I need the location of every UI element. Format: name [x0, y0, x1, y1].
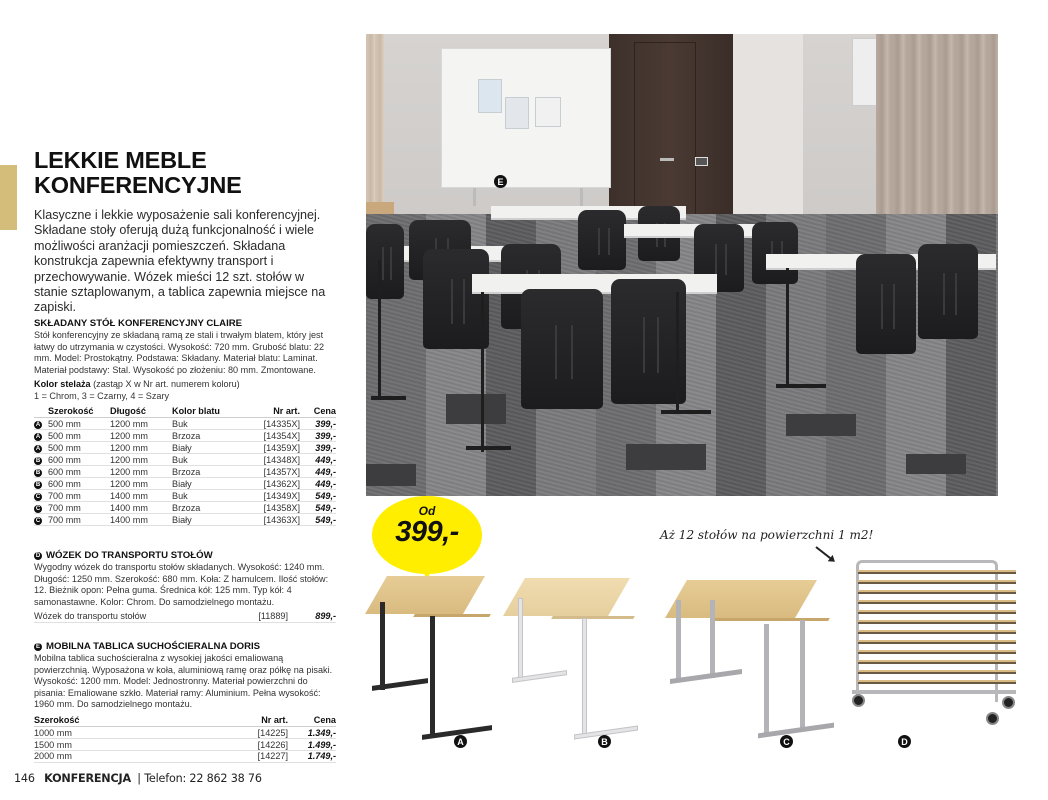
conference-room-photo	[366, 34, 998, 496]
cart-title: D WÓZEK DO TRANSPORTU STOŁÓW	[35, 550, 213, 561]
badge-a-icon: A	[35, 446, 41, 453]
product-cart-d	[852, 556, 1022, 728]
badge-b-icon: B	[598, 735, 611, 748]
section-color-tab	[0, 165, 17, 230]
footer-separator: |	[137, 772, 141, 785]
cart-section	[34, 550, 336, 623]
table-row: B 600 mm 1200 mm Biały [14362X] 449,-	[35, 478, 336, 489]
badge-c-icon: C	[780, 735, 793, 748]
badge-e-icon: E	[35, 644, 40, 650]
badge-c-icon: C	[35, 506, 41, 513]
badge-e-icon: E	[494, 175, 507, 188]
badge-b-icon: B	[35, 458, 41, 465]
badge-c-icon: C	[35, 494, 41, 501]
door	[609, 34, 733, 214]
page-title: LEKKIE MEBLE KONFERENCYJNE	[34, 147, 242, 198]
claire-title: SKŁADANY STÓŁ KONFERENCYJNY CLAIRE	[34, 318, 243, 329]
claire-price-table	[34, 406, 336, 527]
product-table-a	[362, 572, 502, 732]
whiteboard-description: Mobilna tablica suchościeralna z wysokiej jakości emaliowaną powierzchnią. Wyposażona w koła, aluminiową ramę oraz półkę na pisaki. Wysokość: 1200 mm. Model: Jednostronny. Materiał powierzchni do pisania: Emaliowane szkło. Materiał ramy: Aluminium. Pełna wysokość: 1960 mm. Do samodzielnego montażu.	[34, 653, 333, 710]
table-row: 1500 mm [14226] 1.499,-	[34, 739, 336, 750]
product-table-c	[652, 580, 842, 740]
whiteboard-image	[441, 48, 611, 188]
whiteboard-price-table	[34, 715, 336, 763]
table-row: A 500 mm 1200 mm Biały [14359X] 399,-	[35, 442, 336, 453]
badge-d-icon: D	[35, 553, 41, 559]
price-prefix: Od	[418, 504, 436, 518]
whiteboard-section	[34, 641, 336, 763]
table-row: A 500 mm 1200 mm Brzoza [14354X] 399,-	[35, 430, 336, 441]
page-number: 146	[14, 772, 35, 785]
product-table-b	[494, 578, 644, 738]
table-row: 2000 mm [14227] 1.749,-	[34, 751, 336, 762]
wheel-icon	[1002, 696, 1015, 709]
table-row: B 600 mm 1200 mm Buk [14348X] 449,-	[35, 454, 336, 465]
cart-description: Wygodny wózek do transportu stołów składanych. Wysokość: 1240 mm. Długość: 1250 mm. Szerokość: 680 mm. Koła: Z hamulcem. Ilość stołów: 12. Bieżnik opon: Pełna guma. Średnica kół: 125 mm. Typ kół: 4 samonastawne. Kolor: Chrom. Do samodzielnego montażu.	[34, 562, 329, 607]
arrow-icon	[815, 546, 834, 561]
whiteboard-title: E MOBILNA TABLICA SUCHOŚCIERALNA DORIS	[35, 641, 261, 652]
table-row: C 700 mm 1400 mm Biały [14363X] 549,-	[35, 514, 336, 525]
wheel-icon	[986, 712, 999, 725]
table-row: C 700 mm 1400 mm Brzoza [14358X] 549,-	[35, 502, 336, 513]
claire-section	[34, 318, 336, 526]
footer-phone: Telefon: 22 862 38 76	[144, 772, 262, 785]
badge-a-icon: A	[35, 422, 41, 429]
badge-a-icon: A	[454, 735, 467, 748]
frame-color-info: Kolor stelaża (zastąp X w Nr art. numerem koloru) 1 = Chrom, 3 = Czarny, 4 = Szary	[34, 379, 240, 401]
table-header-row: Szerokość Długość Kolor blatu Nr art. Cena	[34, 406, 336, 418]
table-row: A 500 mm 1200 mm Buk [14335X] 399,-	[35, 418, 336, 429]
claire-description: Stół konferencyjny ze składaną ramą ze stali i trwałym blatem, który jest łatwy do utrzymania w czystości. Wysokość: 720 mm. Grubość blatu: 22 mm. Model: Prostokątny. Podstawa: Składany. Materiał blatu: Laminat. Materiał podstawy: Stal. Wysokość po złożeniu: 80 mm. Zmontowane.	[34, 330, 325, 375]
badge-c-icon: C	[35, 518, 41, 525]
wheel-icon	[852, 694, 865, 707]
table-row: B 600 mm 1200 mm Brzoza [14357X] 449,-	[35, 466, 336, 477]
badge-a-icon: A	[35, 434, 41, 441]
badge-b-icon: B	[35, 470, 41, 477]
badge-d-icon: D	[898, 735, 911, 748]
light-switch	[695, 157, 708, 166]
intro-text: Klasyczne i lekkie wyposażenie sali konferencyjnej. Składane stoły oferują dużą funkcjonalność i wiele możliwości aranżacji pomieszczeń. Składana konstrukcja zapewnia efektywny transport i przechowywanie. Wózek mieści 12 szt. stołów w stanie sztaplowanym, a tablica zapewnia miejsce na zapiski.	[34, 208, 326, 315]
table-header-row: Szerokość Nr art. Cena	[34, 715, 336, 726]
footer-category: KONFERENCJA	[44, 772, 131, 785]
page-footer	[14, 772, 262, 785]
table-row: 1000 mm [14225] 1.349,-	[34, 727, 336, 738]
table-row: C 700 mm 1400 mm Buk [14349X] 549,-	[35, 490, 336, 501]
starting-price: 399,-	[395, 516, 459, 548]
cart-price-table	[34, 610, 336, 622]
table-row: Wózek do transportu stołów [11889] 899,-	[34, 611, 336, 622]
page-header	[34, 148, 338, 316]
badge-b-icon: B	[35, 482, 41, 489]
capacity-note: Aż 12 stołów na powierzchni 1 m2!	[660, 528, 874, 542]
